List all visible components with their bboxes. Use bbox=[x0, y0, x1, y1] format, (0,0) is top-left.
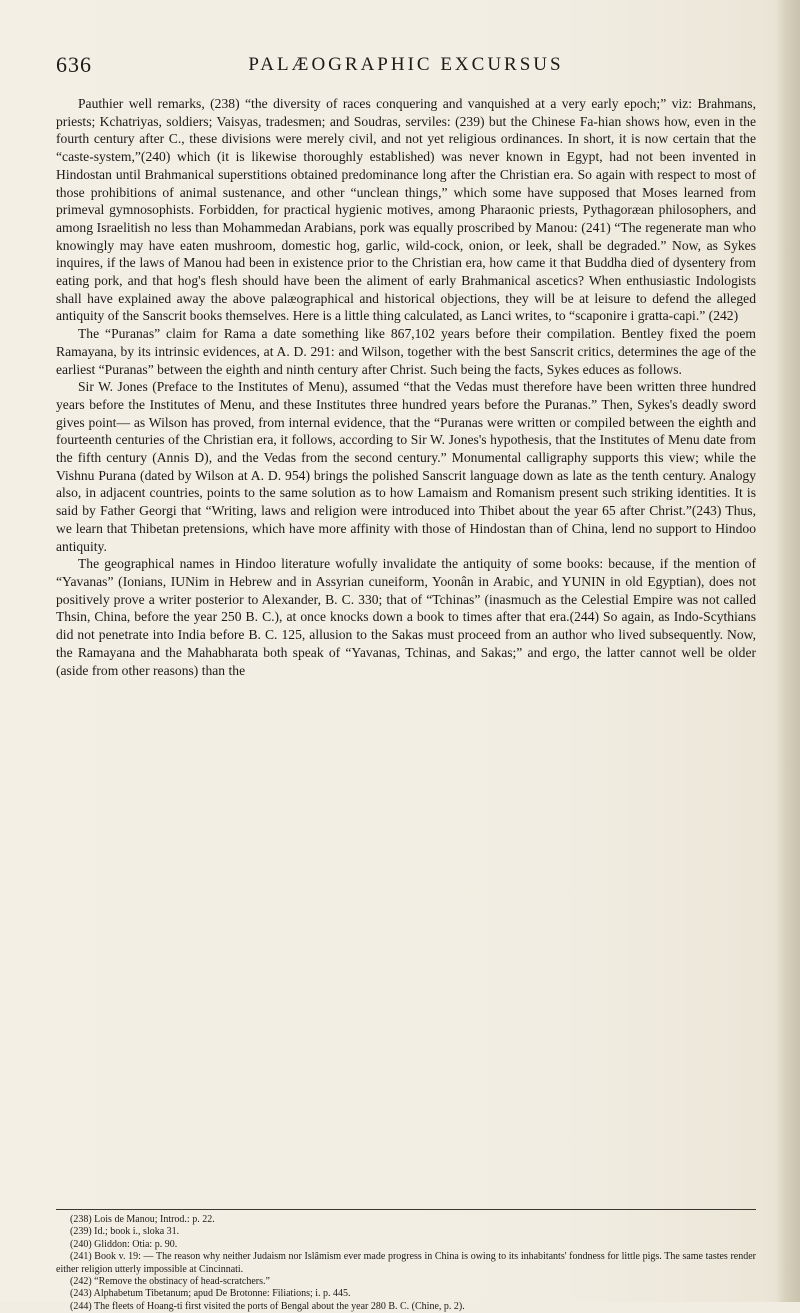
paragraph-geographical-names: The geographical names in Hindoo literature wofully invalidate the antiquity of some books: because, if the mention of “Yavanas” (Ionians, IUNim in Hebrew and in Assyrian cuneiform, Yoonân in Arabic, and YUNIN in old Egyptian), does not positively prove a writer posterior to Alexander, B. C. 330; that of “Tchinas” (inasmuch as the Celestial Empire was not called Thsin, China, before the year 250 B. C.), at once knocks down a book to times after that era.(244) So again, as Indo-Scythians did not penetrate into India before B. C. 125, allusion to the Sakas must proceed from an author who lived subsequently. Now, the Ramayana and the Mahabharata both speak of “Yavanas, Tchinas, and Sakas;” and ergo, the latter cannot well be older (aside from other reasons) than the bbox=[56, 556, 756, 678]
body-text bbox=[56, 95, 756, 679]
footnotes bbox=[56, 1214, 756, 1313]
footnote-244: (244) The fleets of Hoang-ti first visited the ports of Bengal about the year 280 B. C. (Chine, p. 2). bbox=[70, 1300, 465, 1312]
footnote-241: (241) Book v. 19: — The reason why neither Judaism nor Islâmism ever made progress in China is owing to its inhabitants' fondness for little pigs. The same tastes render either religion utterly impossible at Cincinnati. bbox=[56, 1251, 756, 1275]
footnote-240: (240) Gliddon: Otia: p. 90. bbox=[70, 1238, 178, 1250]
running-title: PALÆOGRAPHIC EXCURSUS bbox=[248, 54, 564, 75]
paragraph-jones-institutes: Sir W. Jones (Preface to the Institutes of Menu), assumed “that the Vedas must therefore have been written three hundred years before the Institutes of Menu, and these Institutes three hundred years before the Puranas.” Then, Sykes's deadly sword gives point— as Wilson has proved, from internal evidence, that the “Puranas were written or compiled between the eighth and fourteenth centuries of the Christian era, it follows, according to Sir W. Jones's hypothesis, that the Institutes of Menu date from the fifth century (Annis D), and the Vedas from the second century.” Monumental calligraphy supports this view; while the Vishnu Purana (dated by Wilson at A. D. 954) brings the polished Sanscrit language down as late as the tenth century. Analogy also, in adjacent countries, points to the same solution as to how Lamaism and Romanism present such striking identities. It is said by Father Georgi that “Writing, laws and religion were introduced into Thibet about the year 65 after Christ.”(243) Thus, we learn that Thibetan pretensions, which have more affinity with those of Hindostan than of China, lend no support to Hindoo antiquity. bbox=[56, 379, 756, 554]
page-number: 636 bbox=[56, 52, 92, 77]
paragraph-puranas-dates: The “Puranas” claim for Rama a date something like 867,102 years before their compilation. Bentley fixed the poem Ramayana, by its intrinsic evidences, at A. D. 291: and Wilson, together with the best Sanscrit critics, determines the age of the earliest “Puranas” between the eighth and ninth century after Christ. Such being the facts, Sykes educes as follows. bbox=[56, 326, 756, 377]
paragraph-pauthier-castes: Pauthier well remarks, (238) “the diversity of races conquering and vanquished at a very early epoch;” viz: Brahmans, priests; Kchatriyas, soldiers; Vaisyas, tradesmen; and Soudras, serviles: (239) but the Chinese Fa-hian shows how, even in the fourth century after C., these divisions were merely civil, and not yet religious ordinances. In short, it is now certain that the “caste-system,”(240) which (it is likewise thoroughly established) was never known in Egypt, had not been invented in Hindostan until Brahmanical superstitions obtained predominance long after the Christian era. So again with respect to most of those prohibitions of animal sustenance, and other “unclean things,” which some have supposed that Moses learned from primeval gymnosophists. Forbidden, for practical hygienic motives, among Pharaonic priests, Pythagoræan philosophers, and among Israelitish no less than Mohammedan Arabians, pork was equally proscribed by Manou: (241) “The regenerate man who knowingly may have eaten mushroom, domestic hog, garlic, wild-cock, onion, or leek, shall be degraded.” Now, as Sykes inquires, if the laws of Manou had been in existence prior to the Christian era, how came it that Buddha died of dysentery from eating pork, and that hog's flesh should have been the aliment of early Brahmanical ascetics? When enthusiastic Indologists shall have explained away the above palæographical and historical objections, they will be at leisure to defend the alleged antiquity of the Sanscrit books themselves. Here is a little thing calculated, as Lanci writes, to “scaponire i gratta-capi.” (242) bbox=[56, 96, 756, 324]
footnote-238: (238) Lois de Manou; Introd.: p. 22. bbox=[70, 1214, 215, 1225]
page-header bbox=[56, 52, 756, 82]
footnote-239: (239) Id.; book i., sloka 31. bbox=[70, 1226, 180, 1238]
footnote-divider bbox=[56, 1209, 756, 1210]
page-edge-shadow bbox=[776, 0, 800, 1302]
footnote-243: (243) Alphabetum Tibetanum; apud De Brotonne: Filiations; i. p. 445. bbox=[70, 1288, 351, 1300]
footnote-242: (242) “Remove the obstinacy of head-scratchers.” bbox=[70, 1276, 270, 1288]
